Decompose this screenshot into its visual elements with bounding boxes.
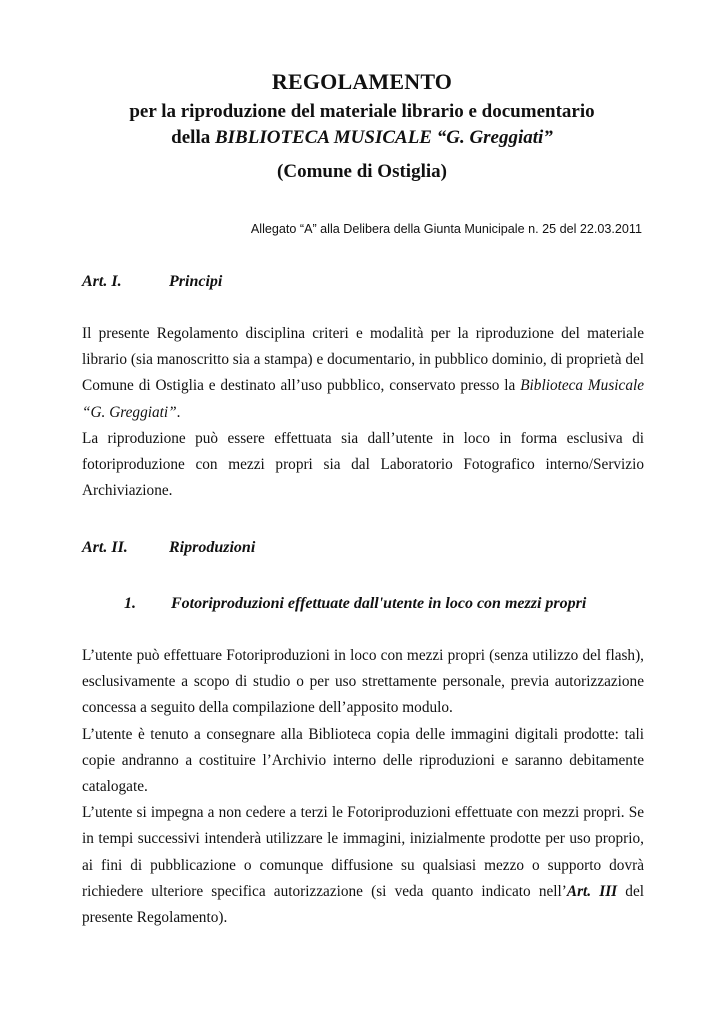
- article-1-body: [82, 321, 644, 504]
- document-title: REGOLAMENTO: [271, 69, 453, 94]
- article-1-paragraph-2: La riproduzione può essere effettuata sia dall’utente in loco in forma esclusiva di fotoriproduzione con mezzi propri sia dal Laboratorio Fotografico interno/Servizio Archiviazione.: [82, 429, 644, 500]
- section-1-number: 1.: [124, 595, 136, 612]
- article-3-reference: Art. III: [566, 882, 618, 900]
- article-1-title: Principi: [169, 273, 223, 290]
- article-2-paragraph-3-end: del presente Regolamento).: [82, 882, 644, 927]
- section-1-title: Fotoriproduzioni effettuate dall'utente in loco con mezzi propri: [171, 595, 587, 612]
- article-2-number: Art. II.: [82, 539, 128, 556]
- article-1-number: Art. I.: [82, 273, 122, 290]
- annex-note: Allegato “A” alla Delibera della Giunta Municipale n. 25 del 22.03.2011: [250, 222, 642, 236]
- article-1-heading: [82, 271, 222, 293]
- article-2-title: Riproduzioni: [169, 539, 256, 556]
- article-2-heading: [82, 537, 255, 559]
- section-1-heading: [124, 593, 586, 615]
- article-2-paragraph-3: [82, 800, 644, 931]
- article-1-paragraph-1-end: .: [176, 403, 181, 421]
- article-2-paragraph-2: L’utente è tenuto a consegnare alla Biblioteca copia delle immagini digitali prodotte: tali copie andranno a costituire l’Archivio interno delle riproduzioni e saranno debitamente catalogate.: [82, 725, 644, 796]
- article-2-paragraph-1: L’utente può effettuare Fotoriproduzioni in loco con mezzi propri (senza utilizzo del flash), esclusivamente a scopo di studio o per uso strettamente personale, previa autorizzazione concessa a seguito della compilazione dell’apposito modulo.: [82, 647, 644, 717]
- library-name-prefix: della: [171, 127, 215, 148]
- article-1-paragraph-1: [82, 321, 644, 426]
- article-2-body: [82, 643, 644, 931]
- article-1-paragraph-1-library: Biblioteca Musicale “G. Greggiati”: [82, 377, 645, 421]
- municipality-line: (Comune di Ostiglia): [277, 161, 447, 182]
- article-2-paragraph-3-text: L’utente si impegna a non cedere a terzi le Fotoriproduzioni effettuate con mezzi propri. Se in tempi successivi intenderà utilizzare le immagini, inizialmente prodotte per uso proprio, ai fini di pubblicazione o comunque diffusione su qualsiasi mezzo o supporto dovrà richiedere ulteriore specifica autorizzazione (si veda quanto indicato nell’: [82, 804, 644, 900]
- library-name: BIBLIOTECA MUSICALE “G. Greggiati”: [214, 127, 553, 148]
- library-name-line: [0, 124, 724, 152]
- document-subtitle: per la riproduzione del materiale librario e documentario: [129, 101, 595, 122]
- article-1-paragraph-1-text: Il presente Regolamento disciplina criteri e modalità per la riproduzione del materiale librario (sia manoscritto sia a stampa) e documentario, in pubblico dominio, di proprietà del Comune di Ostiglia e destinato all’uso pubblico, conservato presso la: [82, 325, 645, 395]
